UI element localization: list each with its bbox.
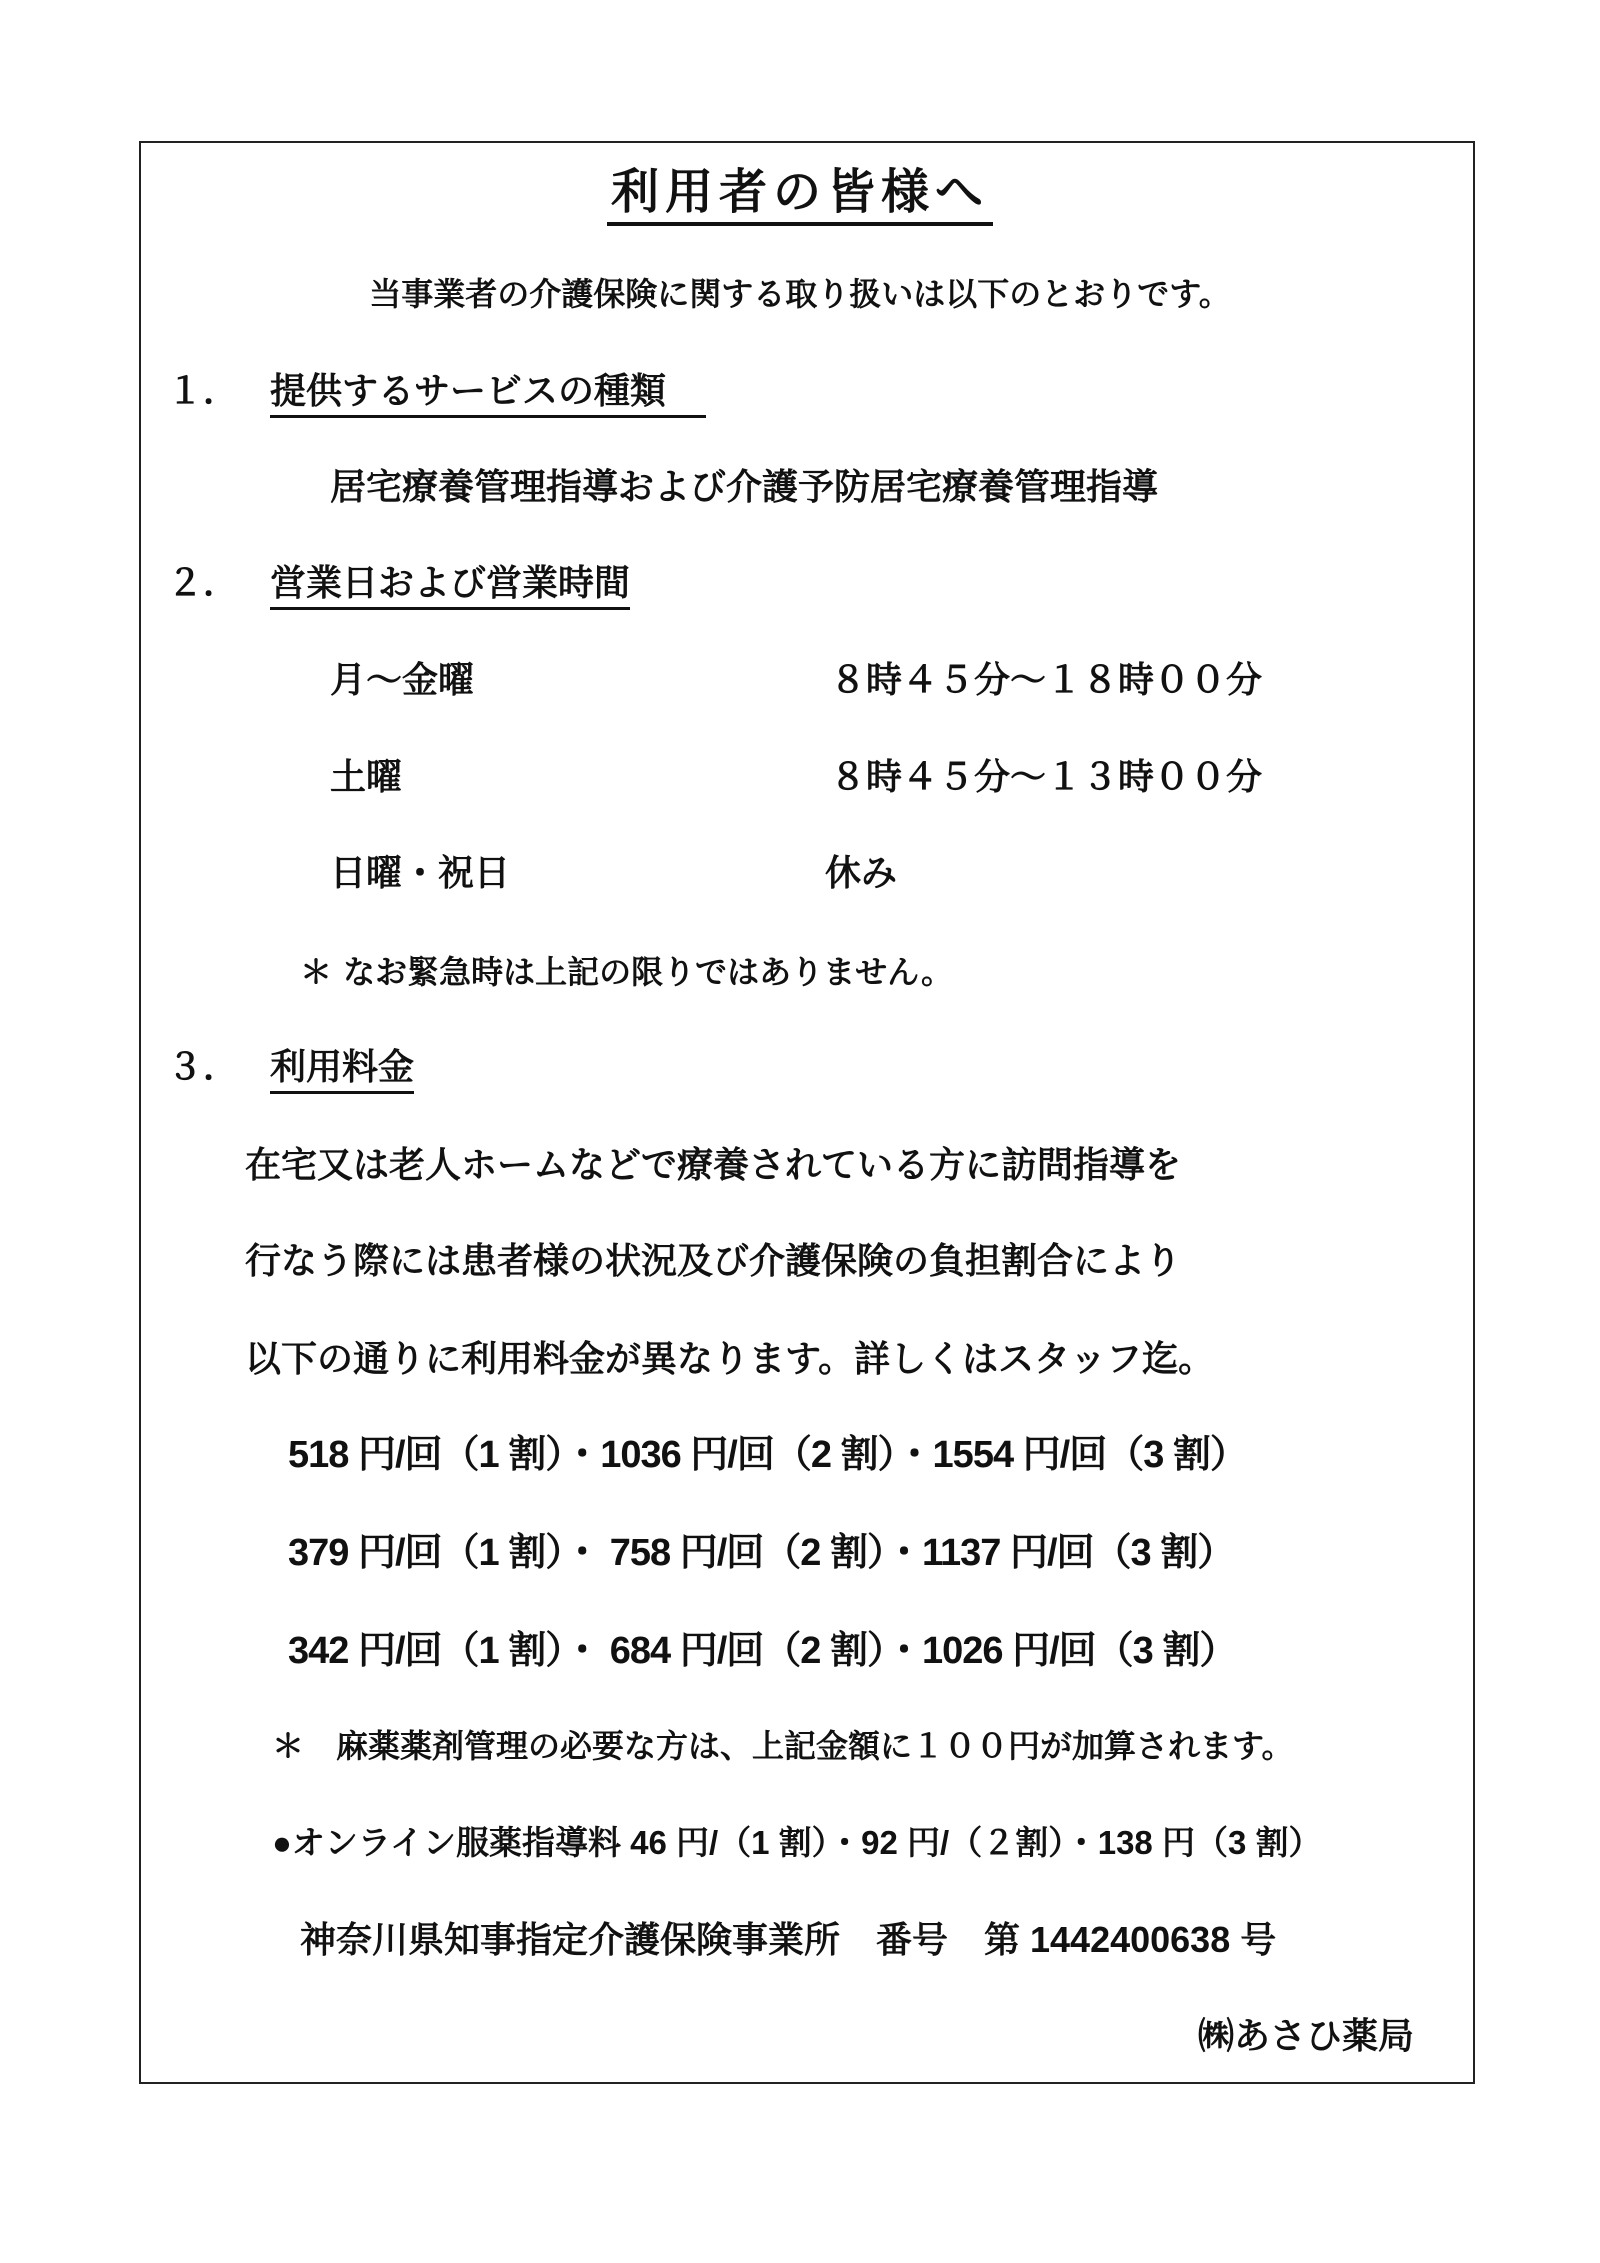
section-3-heading: 利用料金 <box>270 1050 414 1086</box>
section-2-number: ２． <box>167 563 240 604</box>
fee-row-1: 518 円/回（1 割）・1036 円/回（2 割）・1554 円/回（3 割） <box>288 1434 1247 1476</box>
section-3-number: ３． <box>167 1047 240 1088</box>
hours-time-saturday: ８時４５分～１３時００分 <box>830 757 1263 798</box>
narcotic-surcharge-note: ＊ 麻薬薬剤管理の必要な方は、上記金額に１００円が加算されます。 <box>272 1727 1294 1765</box>
service-type-text: 居宅療養管理指導および介護予防居宅療養管理指導 <box>330 467 1159 508</box>
pharmacy-name: ㈱あさひ薬局 <box>1198 2015 1415 2056</box>
hours-time-weekday: ８時４５分～１８時００分 <box>830 660 1263 701</box>
document-border <box>139 141 1475 2084</box>
fee-paragraph-line-2: 行なう際には患者様の状況及び介護保険の負担割合により <box>245 1241 1182 1282</box>
section-2-heading: 営業日および営業時間 <box>270 566 630 602</box>
section-1-heading: 提供するサービスの種類 <box>270 374 706 410</box>
online-guidance-fee: ●オンライン服薬指導料 46 円/（1 割）・92 円/（２割）・138 円（3 割） <box>272 1824 1322 1861</box>
office-designation: 神奈川県知事指定介護保険事業所 番号 第 1442400638 号 <box>300 1919 1277 1960</box>
emergency-note: ＊ なお緊急時は上記の限りではありません。 <box>300 953 954 991</box>
fee-row-2: 379 円/回（1 割）・ 758 円/回（2 割）・1137 円/回（3 割） <box>288 1532 1235 1574</box>
intro-text: 当事業者の介護保険に関する取り扱いは以下のとおりです。 <box>369 275 1231 313</box>
fee-paragraph-line-1: 在宅又は老人ホームなどで療養されている方に訪問指導を <box>245 1145 1182 1186</box>
section-1-number: １． <box>167 371 240 412</box>
hours-day-saturday: 土曜 <box>330 757 403 798</box>
page-title: 利用者の皆様へ <box>0 168 1600 216</box>
hours-day-holiday: 日曜・祝日 <box>330 853 511 894</box>
hours-day-weekday: 月～金曜 <box>330 660 475 701</box>
fee-row-3: 342 円/回（1 割）・ 684 円/回（2 割）・1026 円/回（3 割） <box>288 1630 1237 1672</box>
hours-time-holiday: 休み <box>825 853 898 894</box>
fee-paragraph-line-3: 以下の通りに利用料金が異なります。詳しくはスタッフ迄。 <box>245 1339 1215 1380</box>
